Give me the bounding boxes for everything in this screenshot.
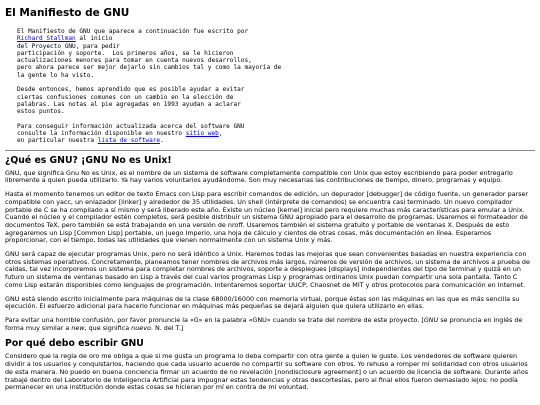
paragraph: GNU está siendo escrito inicialmente para máquinas de la clase 68000/16000 con memoria virtual, porque éstas son las máquinas en las que es más sencilla su ejecución. El esfuerzo adicional para hacerlo funcionar en máquinas más pequeñas se dejará alguien que quiera utilizarlo en ellas.	[5, 294, 520, 311]
software-list-link[interactable]: lista de software	[97, 137, 161, 145]
intro-paragraph-3: Para conseguir información actualizada acerca del software GNU consulte la información disponible en nuestro sitio web, en particular nuestra lista de software.	[17, 122, 245, 145]
intro-paragraph-1: El Manifiesto de GNU que aparece a continuación fue escrito por Richard Stallman al inicio del Proyecto GNU, para pedir participación y soporte. Los primeros años, se le hicieron actualizaciones menores para tomar en cuenta nuevos desarrollos, pero ahora parece ser mejor dejarlo sin cambios tal y como la mayoría de la gente lo ha visto.	[17, 28, 282, 79]
section-heading-what-is-gnu: ¿Qué es GNU? ¡GNU No es Unix!	[5, 154, 172, 166]
paragraph: Considero que la regla de oro me obliga a que si me gusta un programa lo deba compartir con otra gente a quien le guste. Los vendedores de software quieren dividir a los usuarios y conquistarlos, haciendo que cada usuario acuerde no compartir su software con otros. Yo rehuso a romper mi solidaridad con otros usuarios de esta manera. No puedo en buena conciencia firmar un acuerdo de no revelación [nondisclosure agreement] o un acuerdo de licencia de software. Durante años trabajé dentro del Laboratorio de Inteligencia Artificial para impugnar estas tendencias y otras descortesías, pero al final ellos fueron demasiado lejos: no podía permanecer en una institución donde estas cosas se hicieran por mí en contra de mi voluntad.	[5, 352, 529, 392]
intro-paragraph-2: Desde entonces, hemos aprendido que es posible ayudar a evitar ciertas confusiones comunes con un cambio en la elección de palabras. Las notas al pie agregadas en 1993 ayudan a aclarar estos puntos.	[17, 86, 245, 116]
section-heading-why-write-gnu: Por qué debo escribir GNU	[5, 338, 144, 350]
richard-stallman-link[interactable]: Richard Stallman	[17, 35, 76, 43]
page-title: El Manifiesto de GNU	[5, 7, 130, 19]
divider	[5, 150, 535, 151]
paragraph: GNU, que significa Gnu No es Unix, es el nombre de un sistema de software completamente compatible con Unix que estoy escribiendo para poder entregarlo libremente a quien pueda utilizarlo. Ya hay varios voluntarios ayudándome. Son muy necesarias las contribuciones de tiempo, dinero, programas y equipo.	[5, 168, 513, 185]
intro-note	[17, 28, 535, 145]
paragraph-pronunciation: Para evitar una horrible confusión, por favor pronuncie la «G» en la palabra «GNU» cuando se trate del nombre de este proyecto. [GNU se pronuncia en inglés de forma muy similar a new, que significa nuevo. N. del T.]	[5, 316, 523, 332]
paragraph: GNU será capaz de ejecutar programas Unix, pero no será idéntico a Unix. Haremos todas las mejoras que sean convenientes basadas en nuestra experiencia con otros sistemas operativos. Concretamente, planeamos tener nombres de archivos más largos, números de versión de archivos, un sistema de archivos a prueba de caídas, tal vez incorporemos un sistema para completar nombres de archivos, soporte a desplegues [displays] independientes del tipo de terminal y quizá en un futuro un sistema de ventanas basado en Lisp a través del cual varios programas Lisp y programas ordinarios Unix puedan compartir una sola pantalla. Tanto C como Lisp estarán disponibles como lenguajes de programación. Intentaremos soportar UUCP, Chaosnet de MIT y otros protocolos para comunicación en Internet.	[5, 250, 530, 289]
website-link[interactable]: sitio web	[185, 130, 219, 138]
paragraph: Hasta el momento tenemos un editor de texto Emacs con Lisp para escribir comandos de edición, un depurador [debugger] de código fuente, un generador parser compatible con yacc, un enlazador [linker] y alrededor de 35 utilidades. Un shell (intérprete de comandos) se encuentra casi terminado. Un nuevo compilador portable de C se ha compilado a sí mismo y será liberado este año. Existe un núcleo [kernel] inicial pero requiere muchas más características para emular a Unix. Cuando el núcleo y el compilador estén completos, será posible distribuir un sistema GNU apropiado para el desarrollo de programas. Usaremos el formateador de documentos TeX, pero también se está trabajando en una versión de nroff. Usaremos también el sistema gratuito y portable de ventanas X. Después de esto agregaremos un Lisp [Common Lisp] portable, un juego Imperio, una hoja de cálculo y cientos de otras cosas, más documentación en línea. Esperamos proporcionar, con el tiempo, todas las utilidades que vienen normalmente con un sistema Unix y más.	[5, 190, 529, 245]
